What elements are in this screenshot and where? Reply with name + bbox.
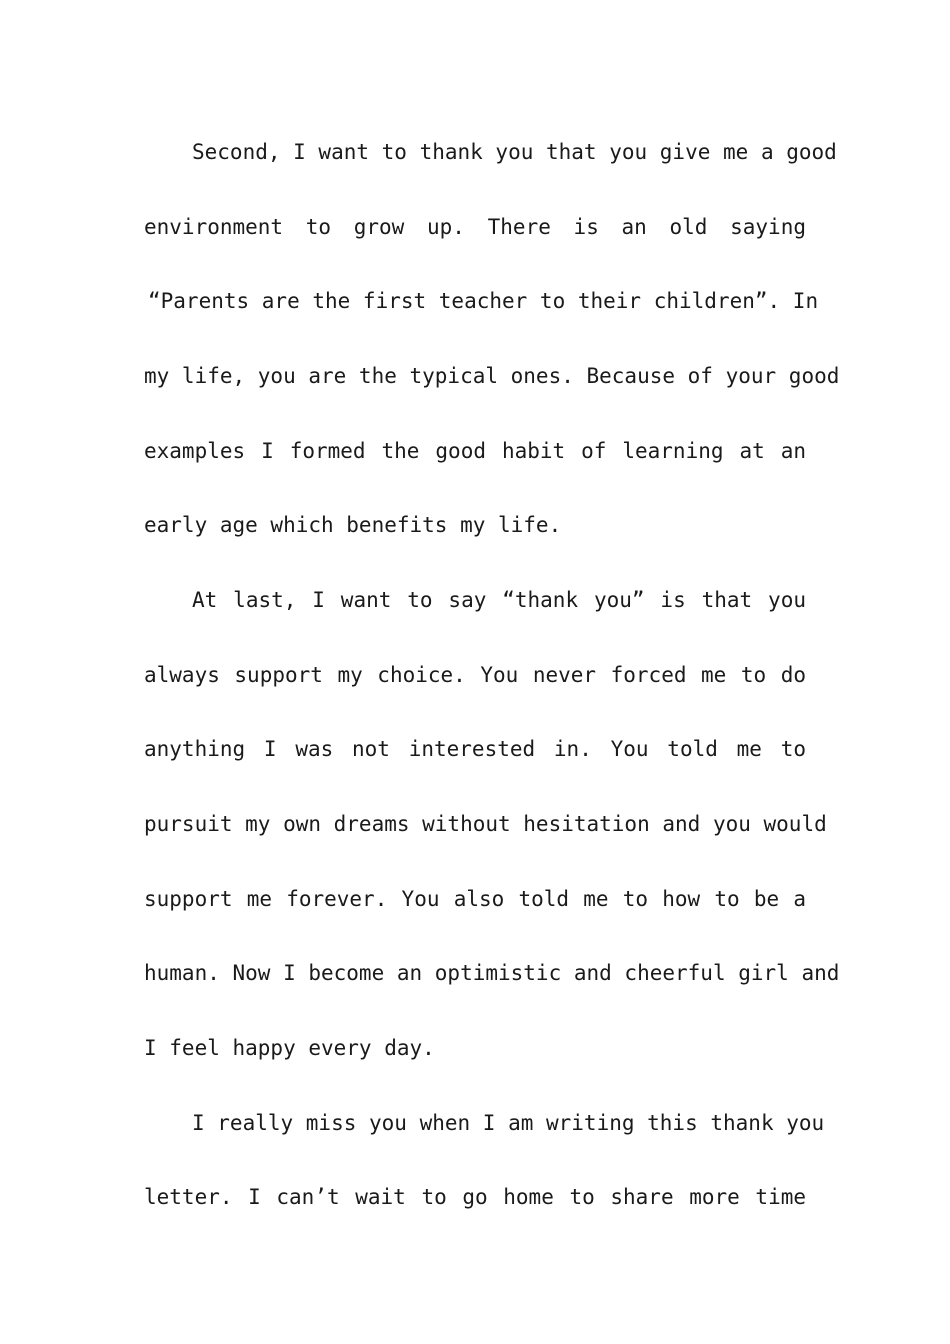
paragraph-2-line-7: I feel happy every day. xyxy=(144,1036,435,1060)
paragraph-3-line-1: I really miss you when I am writing this thank you xyxy=(192,1111,825,1135)
paragraph-1-line-1: Second, I want to thank you that you give me a good xyxy=(192,140,837,164)
paragraph-2-line-6: human. Now I become an optimistic and cheerful girl and xyxy=(144,961,840,985)
paragraph-1-line-6: early age which benefits my life. xyxy=(144,513,562,537)
paragraph-1-line-4: my life, you are the typical ones. Because of your good xyxy=(144,364,840,388)
paragraph-2-line-3: anything I was not interested in. You told me to xyxy=(144,737,806,761)
paragraph-2-line-5: support me forever. You also told me to how to be a xyxy=(144,887,806,911)
paragraph-2-line-1: At last, I want to say “thank you” is that you xyxy=(192,588,806,612)
paragraph-1-line-3: “Parents are the first teacher to their children”. In xyxy=(148,289,819,313)
paragraph-1-line-2: environment to grow up. There is an old saying xyxy=(144,215,806,239)
paragraph-3-line-2: letter. I can’t wait to go home to share more time xyxy=(144,1185,806,1209)
paragraph-1-line-5: examples I formed the good habit of learning at an xyxy=(144,439,806,463)
paragraph-2-line-2: always support my choice. You never forced me to do xyxy=(144,663,806,687)
paragraph-2-line-4: pursuit my own dreams without hesitation and you would xyxy=(144,812,827,836)
